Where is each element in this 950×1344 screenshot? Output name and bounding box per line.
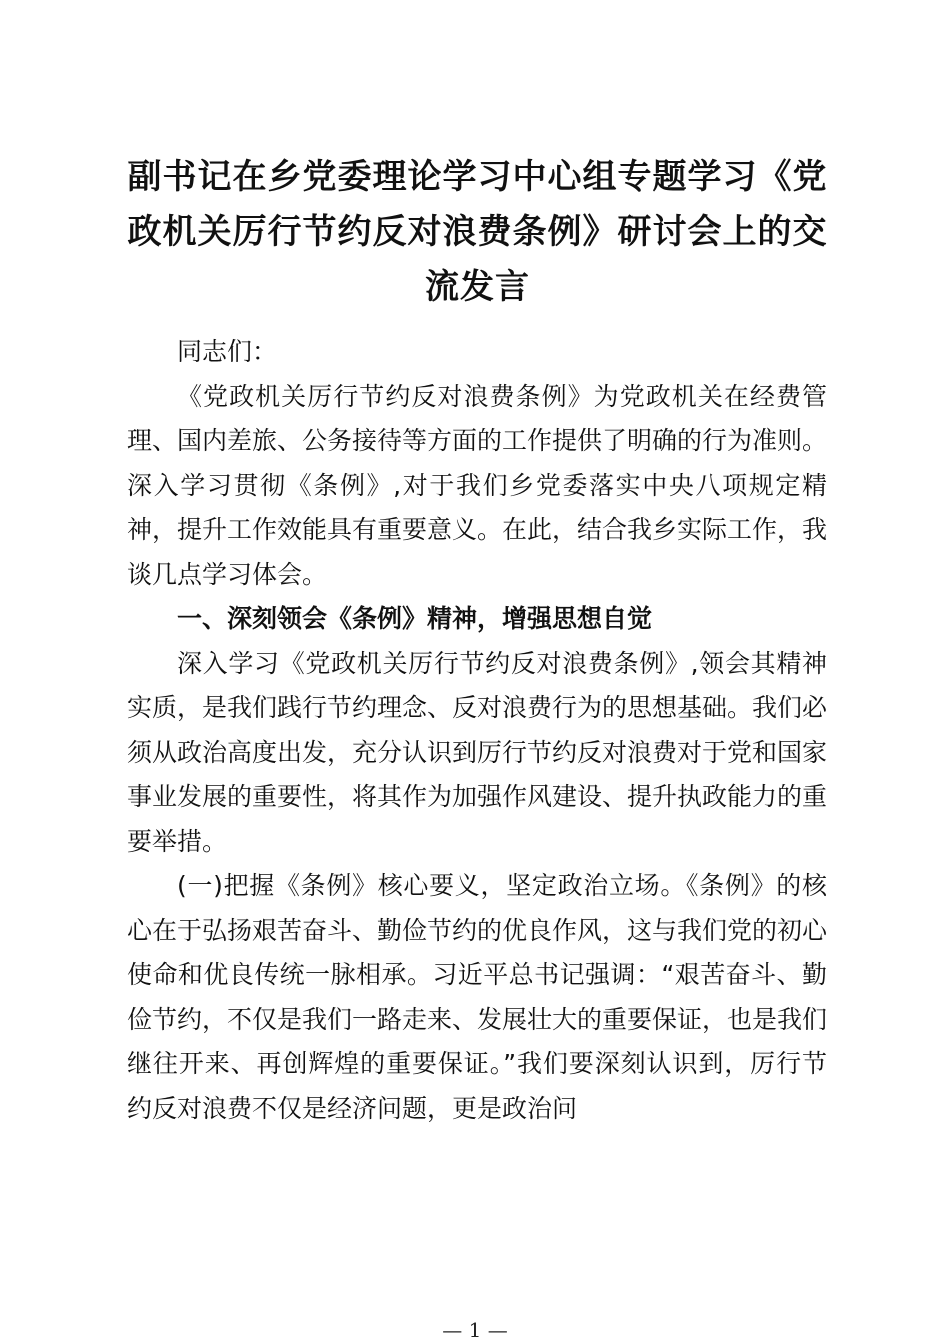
- section-heading-1: 一、深刻领会《条例》精神，增强思想自觉: [177, 604, 653, 633]
- section-1-paragraph: 深入学习《党政机关厉行节约反对浪费条例》,领会其精神实质，是我们践行节约理念、反对浪费行为的思想基础。我们必须从政治高度出发，充分认识到厉行节约反对浪费对于党和国家事业发展的重要性，将其作为加强作风建设、提升执政能力的重要举措。: [127, 648, 828, 856]
- intro-paragraph: 《党政机关厉行节约反对浪费条例》为党政机关在经费管理、国内差旅、公务接待等方面的工作提供了明确的行为准则。深入学习贯彻《条例》,对于我们乡党委落实中央八项规定精神，提升工作效能具有重要意义。在此，结合我乡实际工作，我谈几点学习体会。: [127, 381, 828, 589]
- document-title: 副书记在乡党委理论学习中心组专题学习《党政机关厉行节约反对浪费条例》研讨会上的交流发言: [127, 157, 828, 307]
- salutation: 同志们：: [177, 337, 278, 366]
- page-number: — 1 —: [442, 1318, 508, 1342]
- document-body: [127, 330, 827, 1131]
- subsection-1-paragraph: (一)把握《条例》核心要义，坚定政治立场。《条例》的核心在于弘扬艰苦奋斗、勤俭节约的优良作风，这与我们党的初心使命和优良传统一脉相承。习近平总书记强调：“艰苦奋斗、勤俭节约，不仅是我们一路走来、发展壮大的重要保证，也是我们继往开来、再创辉煌的重要保证。”我们要深刻认识到，厉行节约反对浪费不仅是经济问题，更是政治问: [127, 871, 828, 1123]
